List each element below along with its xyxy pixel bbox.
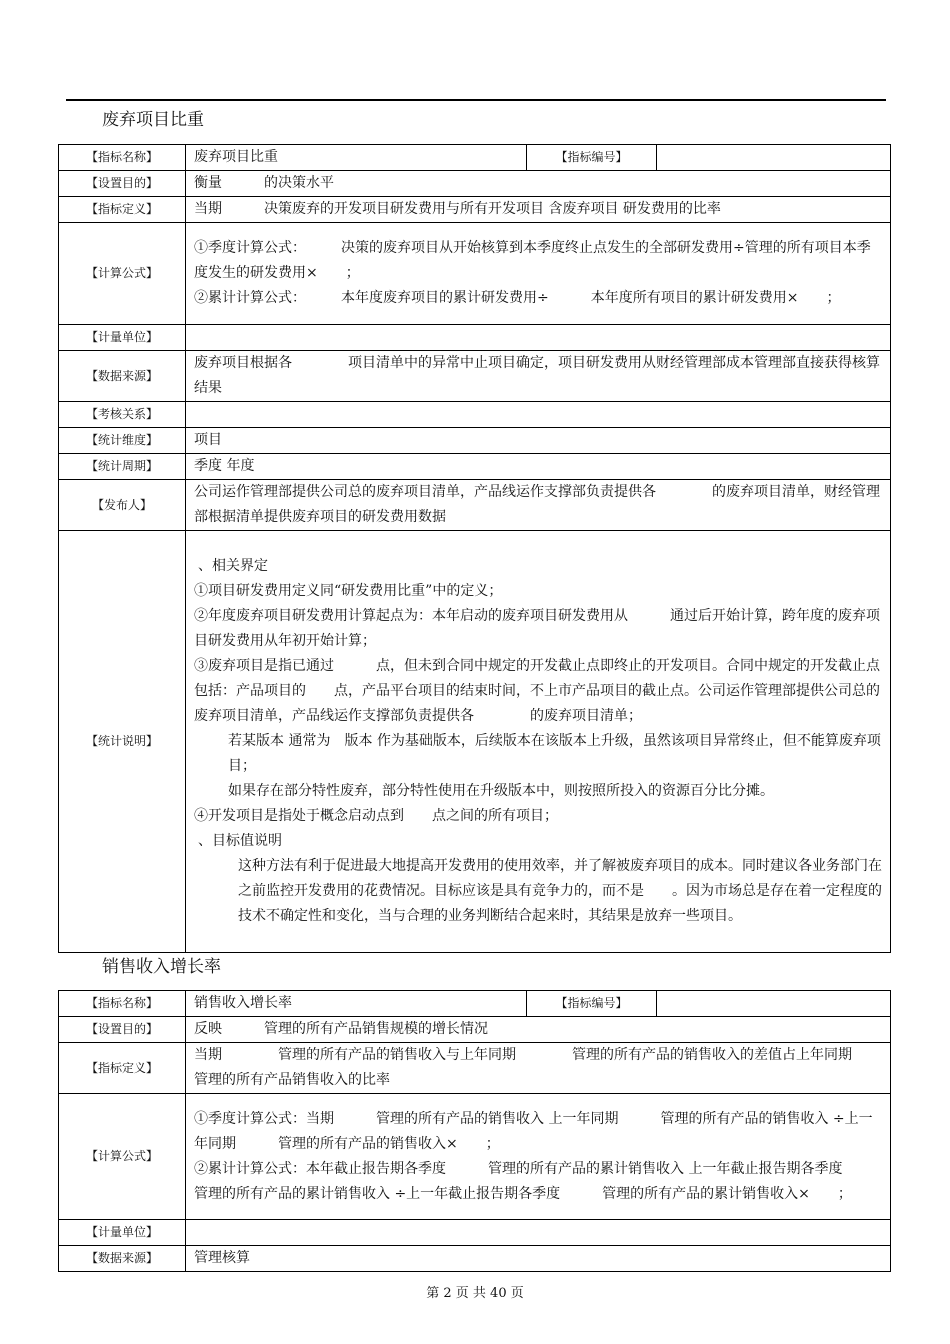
notes-item-1: ①项目研发费用定义同“研发费用比重”中的定义； [194, 583, 503, 599]
notes-item-3b: 如果存在部分特性废弃，部分特性使用在升级版本中，则按照所投入的资源百分比分摊。 [228, 783, 774, 799]
label-definition: 【指标定义】 [59, 197, 186, 223]
label-data-source: 【数据来源】 [59, 351, 186, 402]
data-source-value: 废弃项目根据各 项目清单中的异常中止项目确定，项目研发费用从财经管理部成本管理部直接获得核算结果 [186, 351, 891, 402]
label-formula: 【计算公式】 [59, 223, 186, 325]
label-notes: 【统计说明】 [59, 531, 186, 953]
notes-item-2: ②年度废弃项目研发费用计算起点为：本年启动的废弃项目研发费用从 通过后开始计算，跨年度的废弃项目研发费用从年初开始计算； [194, 608, 880, 649]
publisher-value: 公司运作管理部提供公司总的废弃项目清单，产品线运作支撑部负责提供各 的废弃项目清单，财经管理部根据清单提供废弃项目的研发费用数据 [186, 480, 891, 531]
formula-cumulative: ②累计计算公式：本年截止报告期各季度 管理的所有产品的累计销售收入 上一年截止报告期各季度 管理的所有产品的累计销售收入 ÷上一年截止报告期各季度 管理的所有产品的累计销售收入× ； [194, 1160, 885, 1202]
notes-heading-target: 、目标值说明 [198, 833, 282, 849]
unit-value [186, 1220, 891, 1246]
section-title-sales-growth: 销售收入增长率 [102, 957, 221, 977]
label-data-source: 【数据来源】 [59, 1246, 186, 1272]
section-title-waste-ratio: 废弃项目比重 [102, 110, 204, 130]
indicator-name-value: 销售收入增长率 [186, 991, 527, 1017]
label-unit: 【计量单位】 [59, 325, 186, 351]
label-period: 【统计周期】 [59, 454, 186, 480]
dimension-value: 项目 [186, 428, 891, 454]
indicator-code-value [657, 991, 891, 1017]
indicator-table-waste-ratio [58, 144, 924, 953]
label-definition: 【指标定义】 [59, 1043, 186, 1094]
label-relation: 【考核关系】 [59, 402, 186, 428]
definition-value: 当期 决策废弃的开发项目研发费用与所有开发项目 含废弃项目 研发费用的比率 [186, 197, 891, 223]
notes-item-4: ④开发项目是指处于概念启动点到 点之间的所有项目； [194, 808, 558, 824]
label-indicator-code: 【指标编号】 [527, 991, 657, 1017]
purpose-value: 衡量 的决策水平 [186, 171, 891, 197]
data-source-value: 管理核算 [186, 1246, 891, 1272]
label-unit: 【计量单位】 [59, 1220, 186, 1246]
header-rule [66, 99, 886, 101]
notes-heading-definitions: 、相关界定 [198, 558, 268, 574]
notes-target-text: 这种方法有利于促进最大地提高开发费用的使用效率，并了解被废弃项目的成本。同时建议各业务部门在 之前监控开发费用的花费情况。目标应该是具有竞争力的，而不是 。因为市场总是存在着一定程度的技术不确定性和变化，当与合理的业务判断结合起来时，其结果是放弃一些项目。 [238, 858, 924, 924]
label-dimension: 【统计维度】 [59, 428, 186, 454]
label-purpose: 【设置目的】 [59, 1017, 186, 1043]
label-indicator-name: 【指标名称】 [59, 991, 186, 1017]
notes-item-3a: 若某版本 通常为 版本 作为基础版本，后续版本在该版本上升级，虽然该项目异常终止，但不能算废弃项目； [228, 733, 881, 774]
relation-value [186, 402, 891, 428]
indicator-code-value [657, 145, 891, 171]
formula-cumulative: ②累计计算公式： 本年度废弃项目的累计研发费用÷ 本年度所有项目的累计研发费用× ； [194, 290, 841, 306]
formula-value [186, 223, 891, 325]
formula-quarterly: ①季度计算公式：当期 管理的所有产品的销售收入 上一年同期 管理的所有产品的销售收入 ÷上一年同期 管理的所有产品的销售收入× ； [194, 1110, 873, 1152]
formula-value [186, 1094, 891, 1220]
purpose-value: 反映 管理的所有产品销售规模的增长情况 [186, 1017, 891, 1043]
indicator-table-sales-growth [58, 990, 908, 1272]
label-publisher: 【发布人】 [59, 480, 186, 531]
notes-value [186, 531, 924, 953]
label-purpose: 【设置目的】 [59, 171, 186, 197]
formula-quarterly: ①季度计算公式： 决策的废弃项目从开始核算到本季度终止点发生的全部研发费用÷管理的所有项目本季度发生的研发费用× ； [194, 240, 871, 281]
unit-value [186, 325, 891, 351]
label-formula: 【计算公式】 [59, 1094, 186, 1220]
notes-item-3: ③废弃项目是指已通过 点，但未到合同中规定的开发截止点即终止的开发项目。合同中规定的开发截止点包括：产品项目的 点，产品平台项目的结束时间，不上市产品项目的截止点。公司运作管理部提供公司总的废弃项目清单，产品线运作支撑部负责提供各 的废弃项目清单； [194, 658, 880, 724]
page-footer: 第 2 页 共 40 页 [426, 1286, 524, 1301]
period-value: 季度 年度 [186, 454, 891, 480]
definition-value: 当期 管理的所有产品的销售收入与上年同期 管理的所有产品的销售收入的差值占上年同期 管理的所有产品销售收入的比率 [186, 1043, 891, 1094]
indicator-name-value: 废弃项目比重 [186, 145, 527, 171]
label-indicator-code: 【指标编号】 [527, 145, 657, 171]
label-indicator-name: 【指标名称】 [59, 145, 186, 171]
